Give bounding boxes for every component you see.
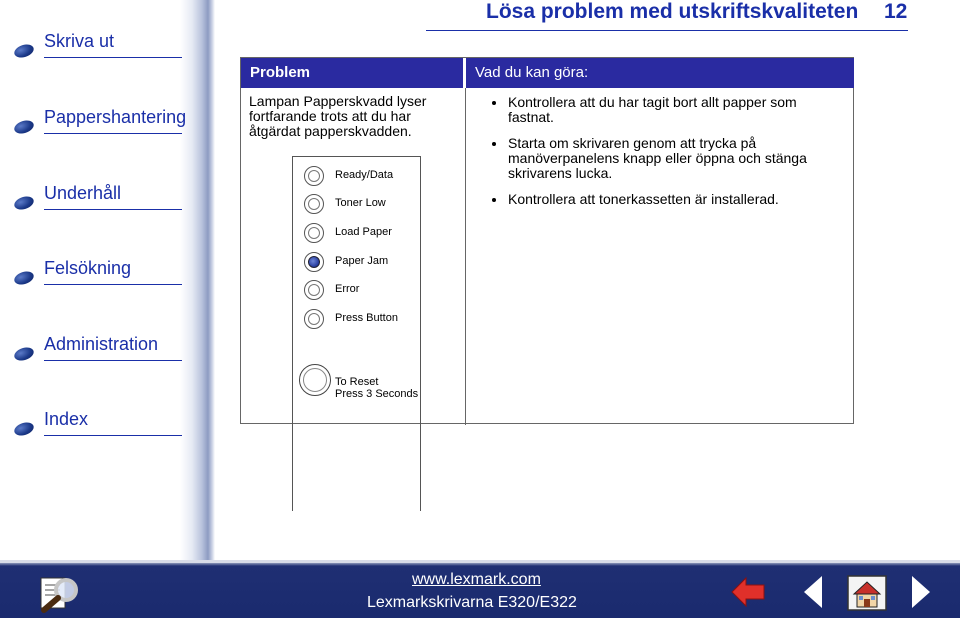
action-list bbox=[478, 95, 838, 218]
nav-item-pappershantering[interactable] bbox=[14, 103, 187, 137]
led-label: Load Paper bbox=[335, 226, 392, 238]
bullet-icon bbox=[13, 42, 36, 60]
led-light-icon bbox=[304, 280, 324, 300]
led-toner-low bbox=[304, 194, 504, 214]
nav-item-administration[interactable] bbox=[14, 330, 182, 364]
action-text: Kontrollera att tonerkassetten är installerad. bbox=[508, 191, 779, 207]
nav-label: Index bbox=[44, 409, 89, 429]
column-header-problem: Problem bbox=[241, 58, 464, 88]
led-label: Press Button bbox=[335, 312, 398, 324]
led-press-button bbox=[304, 309, 504, 329]
nav-label: Underhåll bbox=[44, 183, 122, 203]
magnifier-icon[interactable] bbox=[38, 573, 84, 613]
action-text: Kontrollera att du har tagit bort allt papper som fastnat. bbox=[508, 94, 797, 125]
nav-item-skriva-ut[interactable] bbox=[14, 27, 182, 61]
action-text: Starta om skrivaren genom att trycka på manöverpanelens knapp eller öppna och stänga skrivarens lucka. bbox=[508, 135, 807, 181]
panel-reset-button bbox=[299, 364, 499, 404]
led-label: Ready/Data bbox=[335, 169, 394, 181]
previous-page-icon[interactable] bbox=[800, 574, 826, 610]
led-light-icon bbox=[304, 309, 324, 329]
nav-label: Felsökning bbox=[44, 258, 132, 278]
nav-label: Skriva ut bbox=[44, 31, 115, 51]
led-label: Paper Jam bbox=[335, 255, 389, 267]
nav-label: Administration bbox=[44, 334, 159, 354]
problem-description: Lampan Papperskvadd lyser fortfarande trots att du har åtgärdat papperskvadden. bbox=[249, 93, 427, 139]
led-load-paper bbox=[304, 223, 504, 243]
action-item bbox=[478, 95, 838, 125]
product-name: Lexmarkskrivarna E320/E322 bbox=[367, 594, 577, 611]
bullet-icon bbox=[13, 269, 36, 287]
sidebar bbox=[0, 0, 215, 560]
led-label: Error bbox=[335, 283, 360, 295]
divider bbox=[44, 209, 182, 210]
divider bbox=[44, 133, 182, 134]
bullet-icon bbox=[13, 194, 36, 212]
nav-item-index[interactable] bbox=[14, 405, 182, 439]
page-number: 12 bbox=[884, 0, 908, 23]
action-item bbox=[478, 192, 838, 207]
title-divider bbox=[426, 30, 908, 31]
led-light-icon bbox=[304, 194, 324, 214]
bullet-icon bbox=[13, 420, 36, 438]
action-item bbox=[478, 136, 838, 181]
problem-table bbox=[240, 57, 854, 424]
bullet-dot-icon bbox=[492, 101, 496, 105]
led-ready-data bbox=[304, 166, 504, 186]
next-page-icon[interactable] bbox=[908, 574, 934, 610]
led-label: Toner Low bbox=[335, 197, 386, 209]
bullet-icon bbox=[13, 345, 36, 363]
lexmark-website-link[interactable]: www.lexmark.com bbox=[412, 571, 541, 588]
led-error bbox=[304, 280, 504, 300]
divider bbox=[44, 284, 182, 285]
column-header-action: Vad du kan göra: bbox=[466, 58, 854, 88]
divider bbox=[44, 360, 182, 361]
nav-item-underhall[interactable] bbox=[14, 179, 182, 213]
bullet-dot-icon bbox=[492, 142, 496, 146]
bullet-dot-icon bbox=[492, 198, 496, 202]
nav-label: Pappershantering bbox=[44, 107, 187, 127]
led-light-on-icon bbox=[304, 252, 324, 272]
footer-stripe bbox=[0, 560, 960, 563]
reset-line-1: To Reset bbox=[335, 376, 379, 388]
bullet-icon bbox=[13, 118, 36, 136]
led-light-icon bbox=[304, 166, 324, 186]
home-icon[interactable] bbox=[846, 574, 888, 612]
led-light-icon bbox=[304, 223, 324, 243]
reset-line-2: Press 3 Seconds bbox=[335, 388, 419, 400]
led-paper-jam bbox=[304, 252, 504, 272]
back-arrow-icon[interactable] bbox=[730, 574, 766, 610]
page-title: Lösa problem med utskriftskvaliteten bbox=[486, 0, 859, 23]
nav-item-felsokning[interactable] bbox=[14, 254, 182, 288]
panel-button-icon bbox=[299, 364, 331, 396]
reset-instructions bbox=[335, 376, 418, 400]
divider bbox=[44, 435, 182, 436]
divider bbox=[44, 57, 182, 58]
